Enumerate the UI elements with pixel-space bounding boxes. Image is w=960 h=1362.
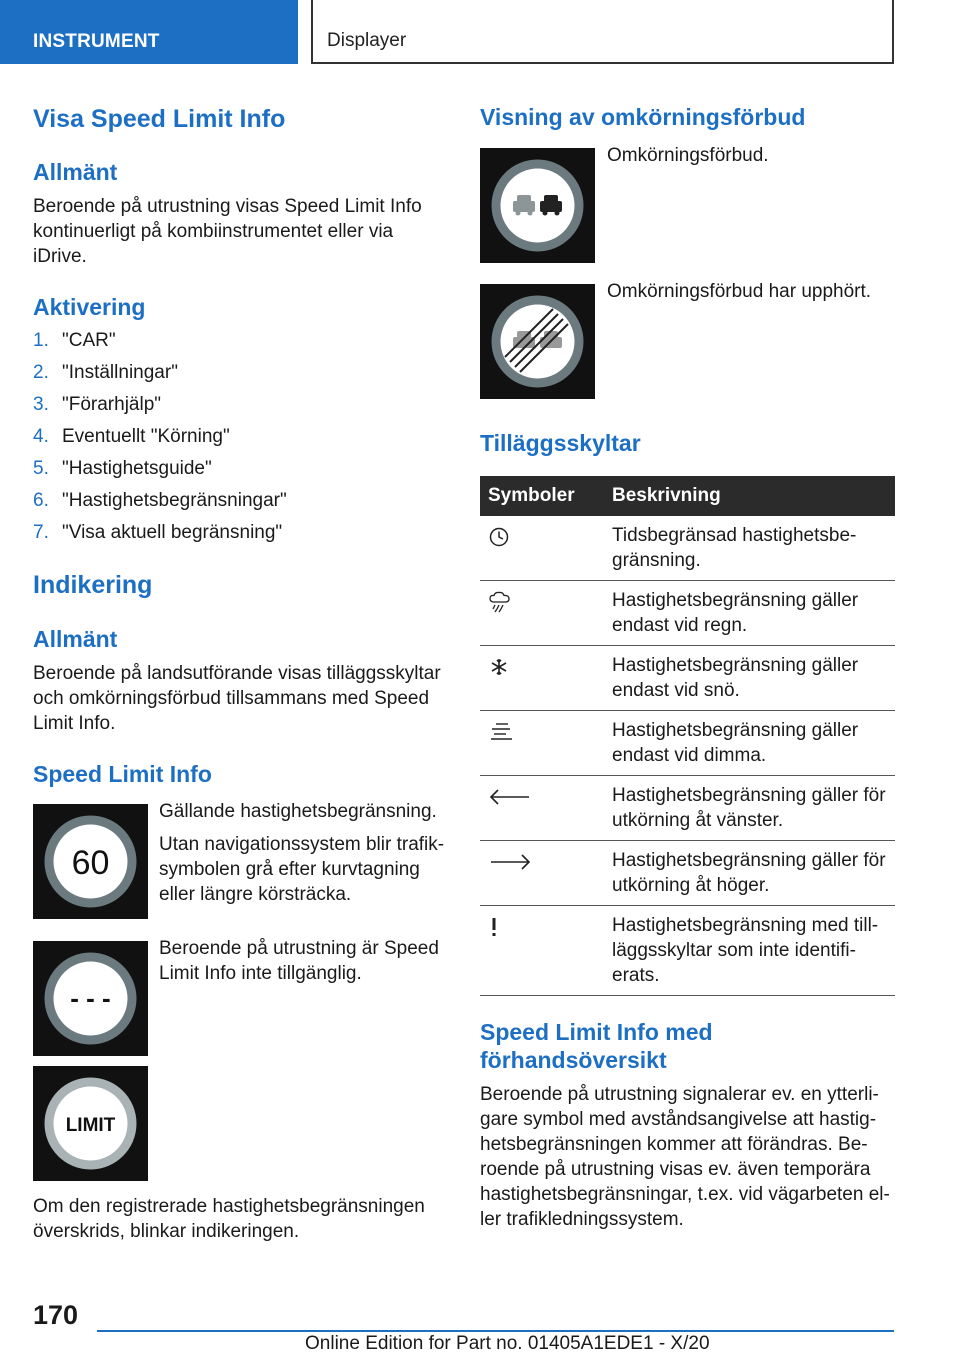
page-title: Visa Speed Limit Info — [33, 105, 286, 133]
preview-text: Beroende på utrustning signalerar ev. en ytterli- gare symbol med avståndsangivelse att hastig- hetsbegränsningen kommer att förändras. Be- roende på utrustning visas ev. även temporära hastighetsbegränsningar, t.ex. vid vägarbeten el- ler trafikledningssystem. — [480, 1084, 890, 1230]
arrow-left-icon — [488, 786, 532, 808]
indication-heading: Indikering — [33, 571, 153, 599]
preview-heading: Speed Limit Info med förhandsöversikt — [480, 1019, 713, 1073]
section-tab — [0, 0, 298, 64]
sli-footer-text: Om den registrerade hastighetsbegränsningen överskrids, blinkar indikeringen. — [33, 1196, 425, 1242]
sign-limit-value: LIMIT — [65, 1115, 116, 1136]
fog-icon — [488, 721, 514, 743]
row-description: Tidsbegränsad hastighetsbe- gränsning. — [604, 516, 895, 581]
step-item: 2. "Inställningar" — [33, 362, 178, 383]
row-description: Hastighetsbegränsning gäller för utkörning åt vänster. — [604, 776, 895, 841]
sli-heading: Speed Limit Info — [33, 761, 212, 787]
extra-signs-section — [480, 429, 895, 457]
sign-60-value: 60 — [71, 844, 110, 882]
clock-icon — [488, 526, 510, 548]
arrow-right-icon — [488, 851, 532, 873]
step-item: 1. "CAR" — [33, 330, 116, 351]
general-heading-2: Allmänt — [33, 626, 118, 652]
overtaking-section — [480, 103, 895, 131]
sign-dashes-value: - - - — [70, 983, 111, 1013]
no-overtaking-sign — [480, 148, 595, 263]
speed-limit-exceeded-sign — [33, 1066, 148, 1181]
extra-signs-heading: Tilläggsskyltar — [480, 430, 641, 456]
general-text-1: Beroende på utrustning visas Speed Limit Info kontinuerligt på kombiinstrumentet eller via iDrive. — [33, 196, 422, 267]
table-row — [480, 906, 895, 996]
row-description: Hastighetsbegränsning gäller för utkörning åt höger. — [604, 841, 895, 906]
indication-section — [33, 570, 453, 600]
step-item: 4. Eventuellt "Körning" — [33, 426, 230, 447]
exclamation-icon — [488, 916, 500, 938]
general-heading-1: Allmänt — [33, 159, 118, 185]
overtaking-heading: Visning av omkörningsförbud — [480, 104, 806, 130]
general-section-1 — [33, 158, 453, 269]
table-header-row — [480, 476, 895, 516]
snowflake-icon — [488, 656, 510, 678]
general-text-2: Beroende på landsutförande visas tilläggsskyltar och omkörningsförbud tillsammans med Speed Limit Info. — [33, 663, 441, 734]
no-overtaking-text: Omkörningsförbud. — [607, 145, 769, 166]
activation-section — [33, 293, 453, 549]
step-item: 6. "Hastighetsbegränsningar" — [33, 490, 287, 511]
chapter-title: Displayer — [327, 30, 407, 51]
step-item: 3. "Förarhjälp" — [33, 394, 162, 415]
table-row — [480, 841, 895, 906]
edition-text: Online Edition for Part no. 01405A1EDE1 - X/20 — [305, 1333, 710, 1354]
speed-limit-60-sign — [33, 804, 148, 919]
table-row — [480, 711, 895, 776]
table-row — [480, 581, 895, 646]
end-no-overtaking-sign — [480, 284, 595, 399]
general-section-2 — [33, 625, 453, 736]
row-description: Hastighetsbegränsning med till- läggsskyltar som inte identifi- erats. — [604, 906, 895, 996]
preview-section — [480, 1018, 895, 1232]
row-description: Hastighetsbegränsning gäller endast vid snö. — [604, 646, 895, 711]
rain-icon — [488, 591, 512, 613]
extra-signs-table-wrap — [480, 476, 895, 996]
step-item: 5. "Hastighetsguide" — [33, 458, 212, 479]
table-row — [480, 776, 895, 841]
end-no-overtaking-text: Omkörningsförbud har upphört. — [607, 281, 872, 302]
page-number: 170 — [33, 1300, 79, 1330]
sign1-description: Gällande hastighetsbegränsning. Utan navigationssystem blir trafik- symbolen grå efter kurvtagning eller längre körsträcka. — [159, 801, 445, 905]
activation-heading: Aktivering — [33, 294, 146, 320]
activation-steps — [33, 325, 453, 549]
table-row — [480, 646, 895, 711]
row-description: Hastighetsbegränsning gäller endast vid dimma. — [604, 711, 895, 776]
row-description: Hastighetsbegränsning gäller endast vid regn. — [604, 581, 895, 646]
step-item: 7. "Visa aktuell begränsning" — [33, 522, 283, 543]
table-row — [480, 516, 895, 581]
col-header-symbol: Symboler — [480, 476, 604, 516]
section-title: INSTRUMENT — [33, 31, 160, 52]
chapter-tab — [311, 0, 894, 64]
speed-limit-unavailable-sign — [33, 941, 148, 1056]
sign2-description: Beroende på utrustning är Speed Limit Info inte tillgänglig. — [159, 938, 439, 984]
extra-signs-table — [480, 476, 895, 996]
left-column — [33, 104, 453, 134]
footer-divider — [97, 1330, 894, 1332]
sli-section — [33, 760, 453, 788]
col-header-description: Beskrivning — [604, 476, 895, 516]
